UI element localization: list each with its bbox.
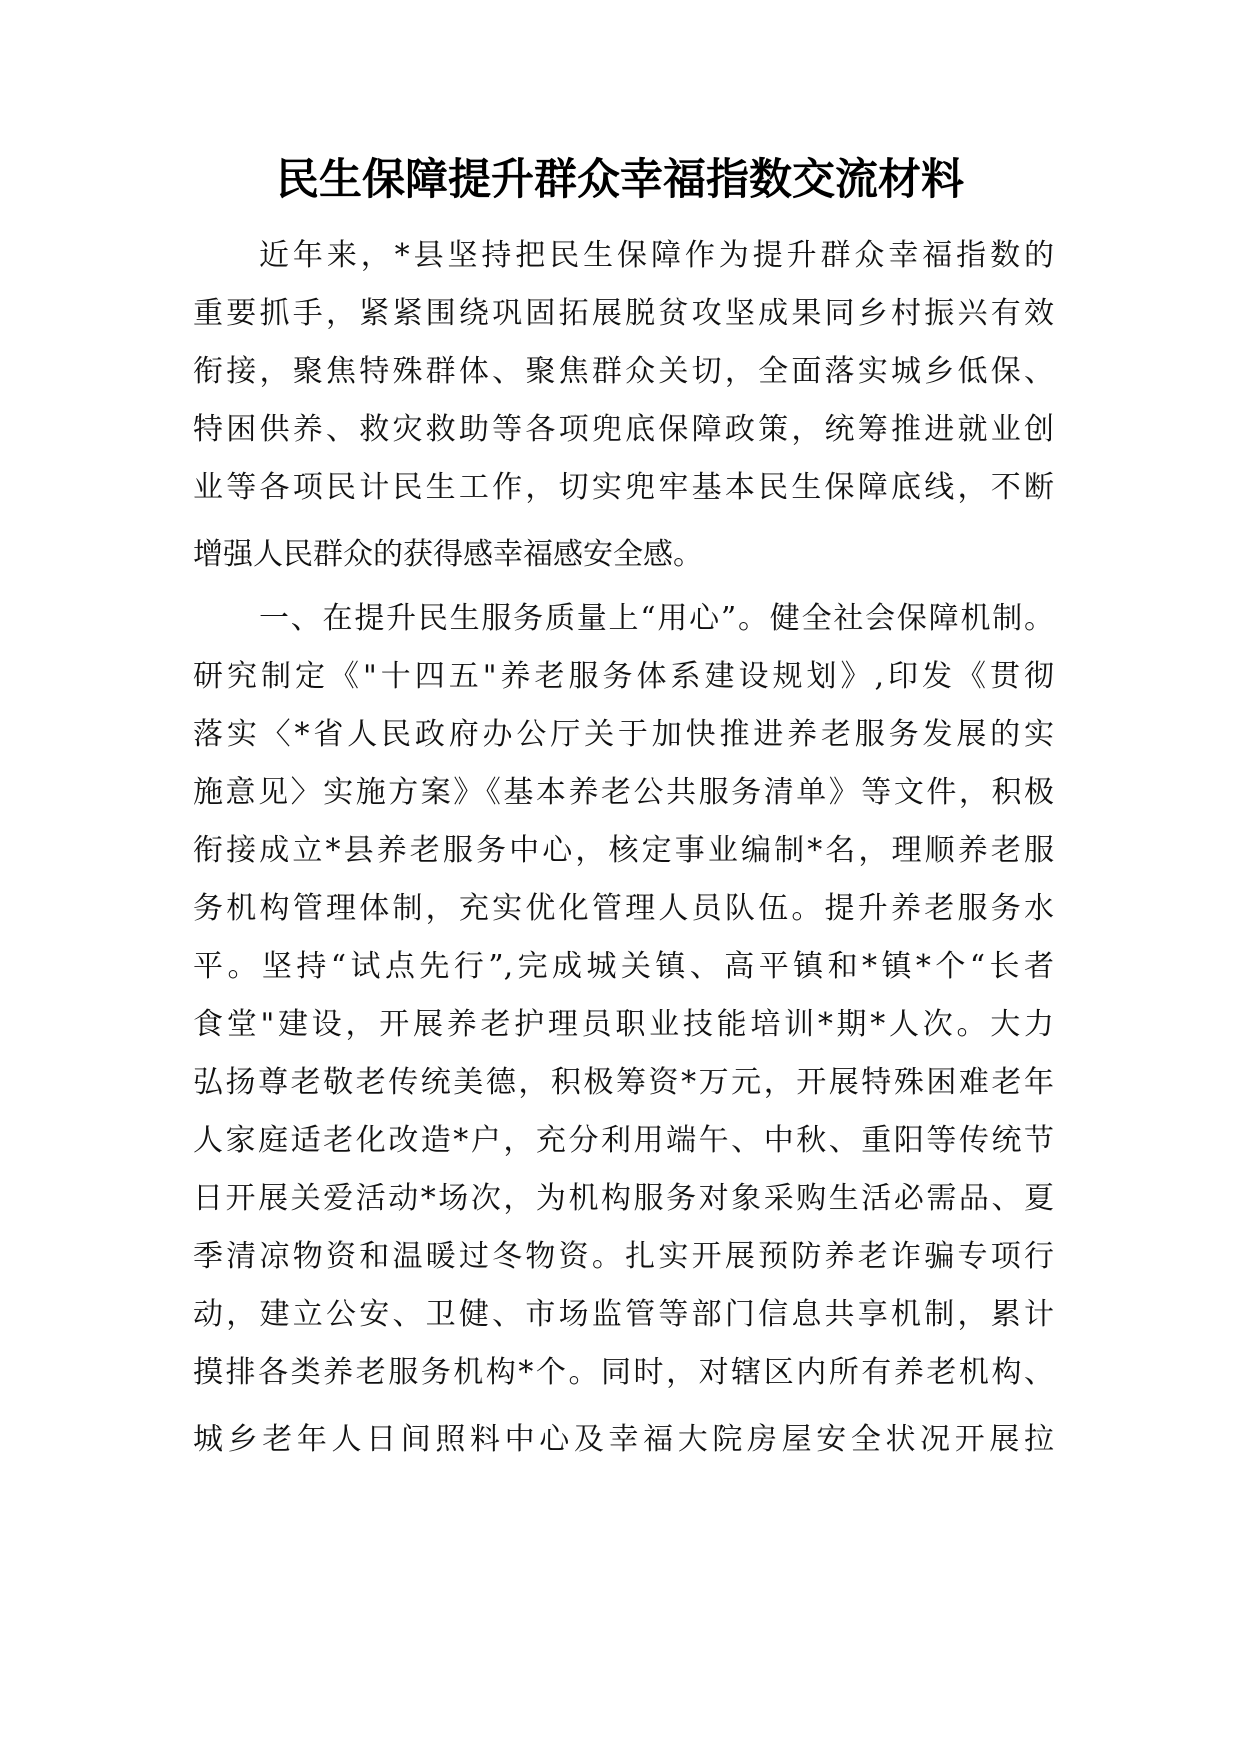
paragraph-section-one	[193, 590, 1054, 1469]
paragraph-line: 务机构管理体制，充实优化管理人员队伍。提升养老服务水	[193, 891, 1054, 926]
paragraph-intro	[193, 227, 1054, 584]
paragraph-line: 食堂"建设，开展养老护理员职业技能培训*期*人次。大力	[193, 1007, 1054, 1042]
paragraph-line: 日开展关爱活动*场次，为机构服务对象采购生活必需品、夏	[193, 1181, 1054, 1216]
paragraph-line: 业等各项民计民生工作，切实兜牢基本民生保障底线，不断	[193, 470, 1054, 505]
paragraph-line: 平。坚持“试点先行”,完成城关镇、高平镇和*镇*个“长者	[193, 949, 1054, 984]
paragraph-line: 重要抓手，紧紧围绕巩固拓展脱贫攻坚成果同乡村振兴有效	[193, 296, 1054, 331]
paragraph-line: 特困供养、救灾救助等各项兜底保障政策，统筹推进就业创	[193, 412, 1054, 447]
paragraph-line: 施意见〉实施方案》《基本养老公共服务清单》等文件，积极	[193, 775, 1054, 810]
paragraph-line: 研究制定《"十四五"养老服务体系建设规划》,印发《贯彻	[193, 659, 1054, 694]
paragraph-line: 衔接成立*县养老服务中心，核定事业编制*名，理顺养老服	[193, 833, 1054, 868]
paragraph-line: 弘扬尊老敬老传统美德，积极筹资*万元，开展特殊困难老年	[193, 1065, 1054, 1100]
paragraph-line: 近年来，*县坚持把民生保障作为提升群众幸福指数的	[259, 238, 1054, 273]
paragraph-line: 落实〈*省人民政府办公厅关于加快推进养老服务发展的实	[193, 717, 1054, 752]
paragraph-line: 季清凉物资和温暖过冬物资。扎实开展预防养老诈骗专项行	[193, 1239, 1054, 1274]
document-title: 民生保障提升群众幸福指数交流材料	[276, 155, 964, 205]
document-body	[193, 227, 1054, 1469]
paragraph-line: 摸排各类养老服务机构*个。同时，对辖区内所有养老机构、	[193, 1355, 1054, 1390]
paragraph-line: 人家庭适老化改造*户，充分利用端午、中秋、重阳等传统节	[193, 1123, 1054, 1158]
paragraph-line: 城乡老年人日间照料中心及幸福大院房屋安全状况开展拉	[193, 1422, 1054, 1457]
paragraph-line: 衔接，聚焦特殊群体、聚焦群众关切，全面落实城乡低保、	[193, 354, 1054, 389]
paragraph-line: 一、在提升民生服务质量上“用心”。健全社会保障机制。	[259, 601, 1054, 636]
paragraph-line: 增强人民群众的获得感幸福感安全感。	[193, 537, 703, 572]
paragraph-line: 动，建立公安、卫健、市场监管等部门信息共享机制，累计	[193, 1297, 1054, 1332]
